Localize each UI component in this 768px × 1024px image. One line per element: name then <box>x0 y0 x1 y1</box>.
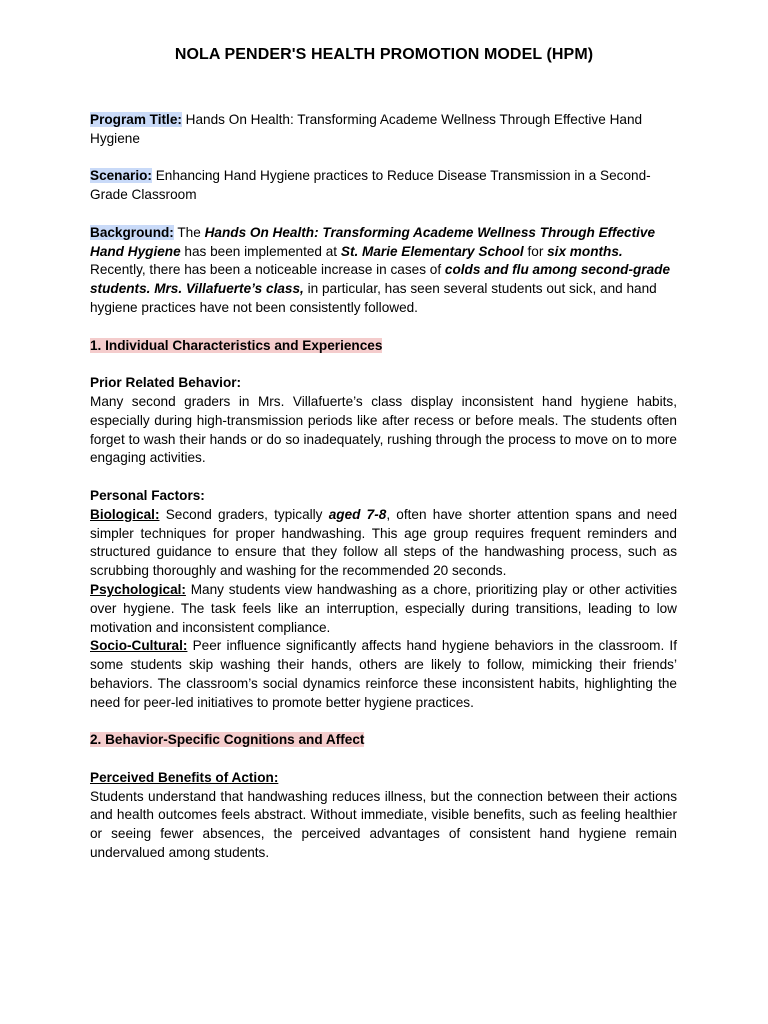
biological-paragraph <box>90 506 677 581</box>
section-1-heading: 1. Individual Characteristics and Experiences <box>90 337 383 353</box>
program-title-label: Program Title: <box>90 112 182 127</box>
psychological-label: Psychological: <box>90 581 186 597</box>
section-2-heading-paragraph <box>90 731 677 750</box>
prior-behavior-label: Prior Related Behavior: <box>90 375 242 391</box>
psychological-text: Many students view handwashing as a chore, prioritizing play or other activities over hygiene. The task feels like an interruption, especially during transitions, leading to low motivation and inconsistent compliance. <box>90 581 677 635</box>
section-2-heading: 2. Behavior-Specific Cognitions and Affect <box>90 732 365 748</box>
background-duration: six months. <box>547 243 623 259</box>
biological-text-2: , often have shorter attention spans and need simpler techniques for proper handwashing. This age group requires frequent reminders and structured guidance to ensure that they follow all steps of the handwashing process, such as scrubbing thoroughly and washing for the recommended 20 seconds. <box>90 506 678 579</box>
scenario-label: Scenario: <box>90 168 152 184</box>
biological-age: aged 7-8 <box>328 506 387 522</box>
scenario-text: Enhancing Hand Hygiene practices to Reduce Disease Transmission in a Second-Grade Classroom <box>90 168 651 203</box>
scenario-paragraph <box>90 167 677 205</box>
prior-behavior-text: Many second graders in Mrs. Villafuerte’s class display inconsistent hand hygiene habits, especially during high-transmission periods like after recess or before meals. The students often forget to wash their hands or do so inadequately, rushing through the process to move on to more engaging activities. <box>90 393 677 466</box>
socio-cultural-text: Peer influence significantly affects hand hygiene behaviors in the classroom. If some students skip washing their hands, others are likely to follow, mimicking their friends’ behaviors. The classroom’s social dynamics reinforce these inconsistent habits, highlighting the need for peer-led initiatives to promote better hygiene practices. <box>90 638 677 710</box>
background-school: St. Marie Elementary School <box>340 243 524 259</box>
background-text-4: Recently, there has been a noticeable increase in cases of <box>90 262 445 278</box>
background-text-3: for <box>523 243 548 259</box>
section-1-heading-paragraph <box>90 337 677 356</box>
background-text-1: The <box>173 224 205 240</box>
document-title: NOLA PENDER'S HEALTH PROMOTION MODEL (HPM) <box>174 46 594 63</box>
program-title-text: Hands On Health: Transforming Academe Wellness Through Effective Hand Hygiene <box>90 112 643 146</box>
program-title-paragraph <box>90 111 677 149</box>
socio-cultural-paragraph <box>90 637 677 712</box>
document-body <box>90 111 677 882</box>
background-cases: colds and flu among second-grade students. Mrs. Villafuerte’s class, <box>90 262 671 297</box>
perceived-benefits-text: Students understand that handwashing reduces illness, but the connection between their actions and health outcomes feels abstract. Without immediate, visible benefits, such as feeling healthier or seeing fewer absences, the perceived advantages of consistent hand hygiene remain undervalued among students. <box>90 788 677 861</box>
socio-cultural-label: Socio-Cultural: <box>90 638 188 654</box>
background-text-2: has been implemented at <box>180 243 341 259</box>
psychological-paragraph <box>90 581 677 637</box>
biological-label: Biological: <box>90 506 160 522</box>
background-program-name: Hands On Health: Transforming Academe Wellness Through Effective Hand Hygiene <box>90 224 656 259</box>
perceived-benefits-label: Perceived Benefits of Action: <box>90 769 279 785</box>
background-paragraph <box>90 224 677 318</box>
biological-text-1: Second graders, typically <box>159 506 329 522</box>
personal-factors-label: Personal Factors: <box>90 487 205 503</box>
background-text-5: in particular, has seen several students out sick, and hand hygiene practices have not been consistently followed. <box>90 281 657 315</box>
background-label: Background: <box>90 224 174 240</box>
